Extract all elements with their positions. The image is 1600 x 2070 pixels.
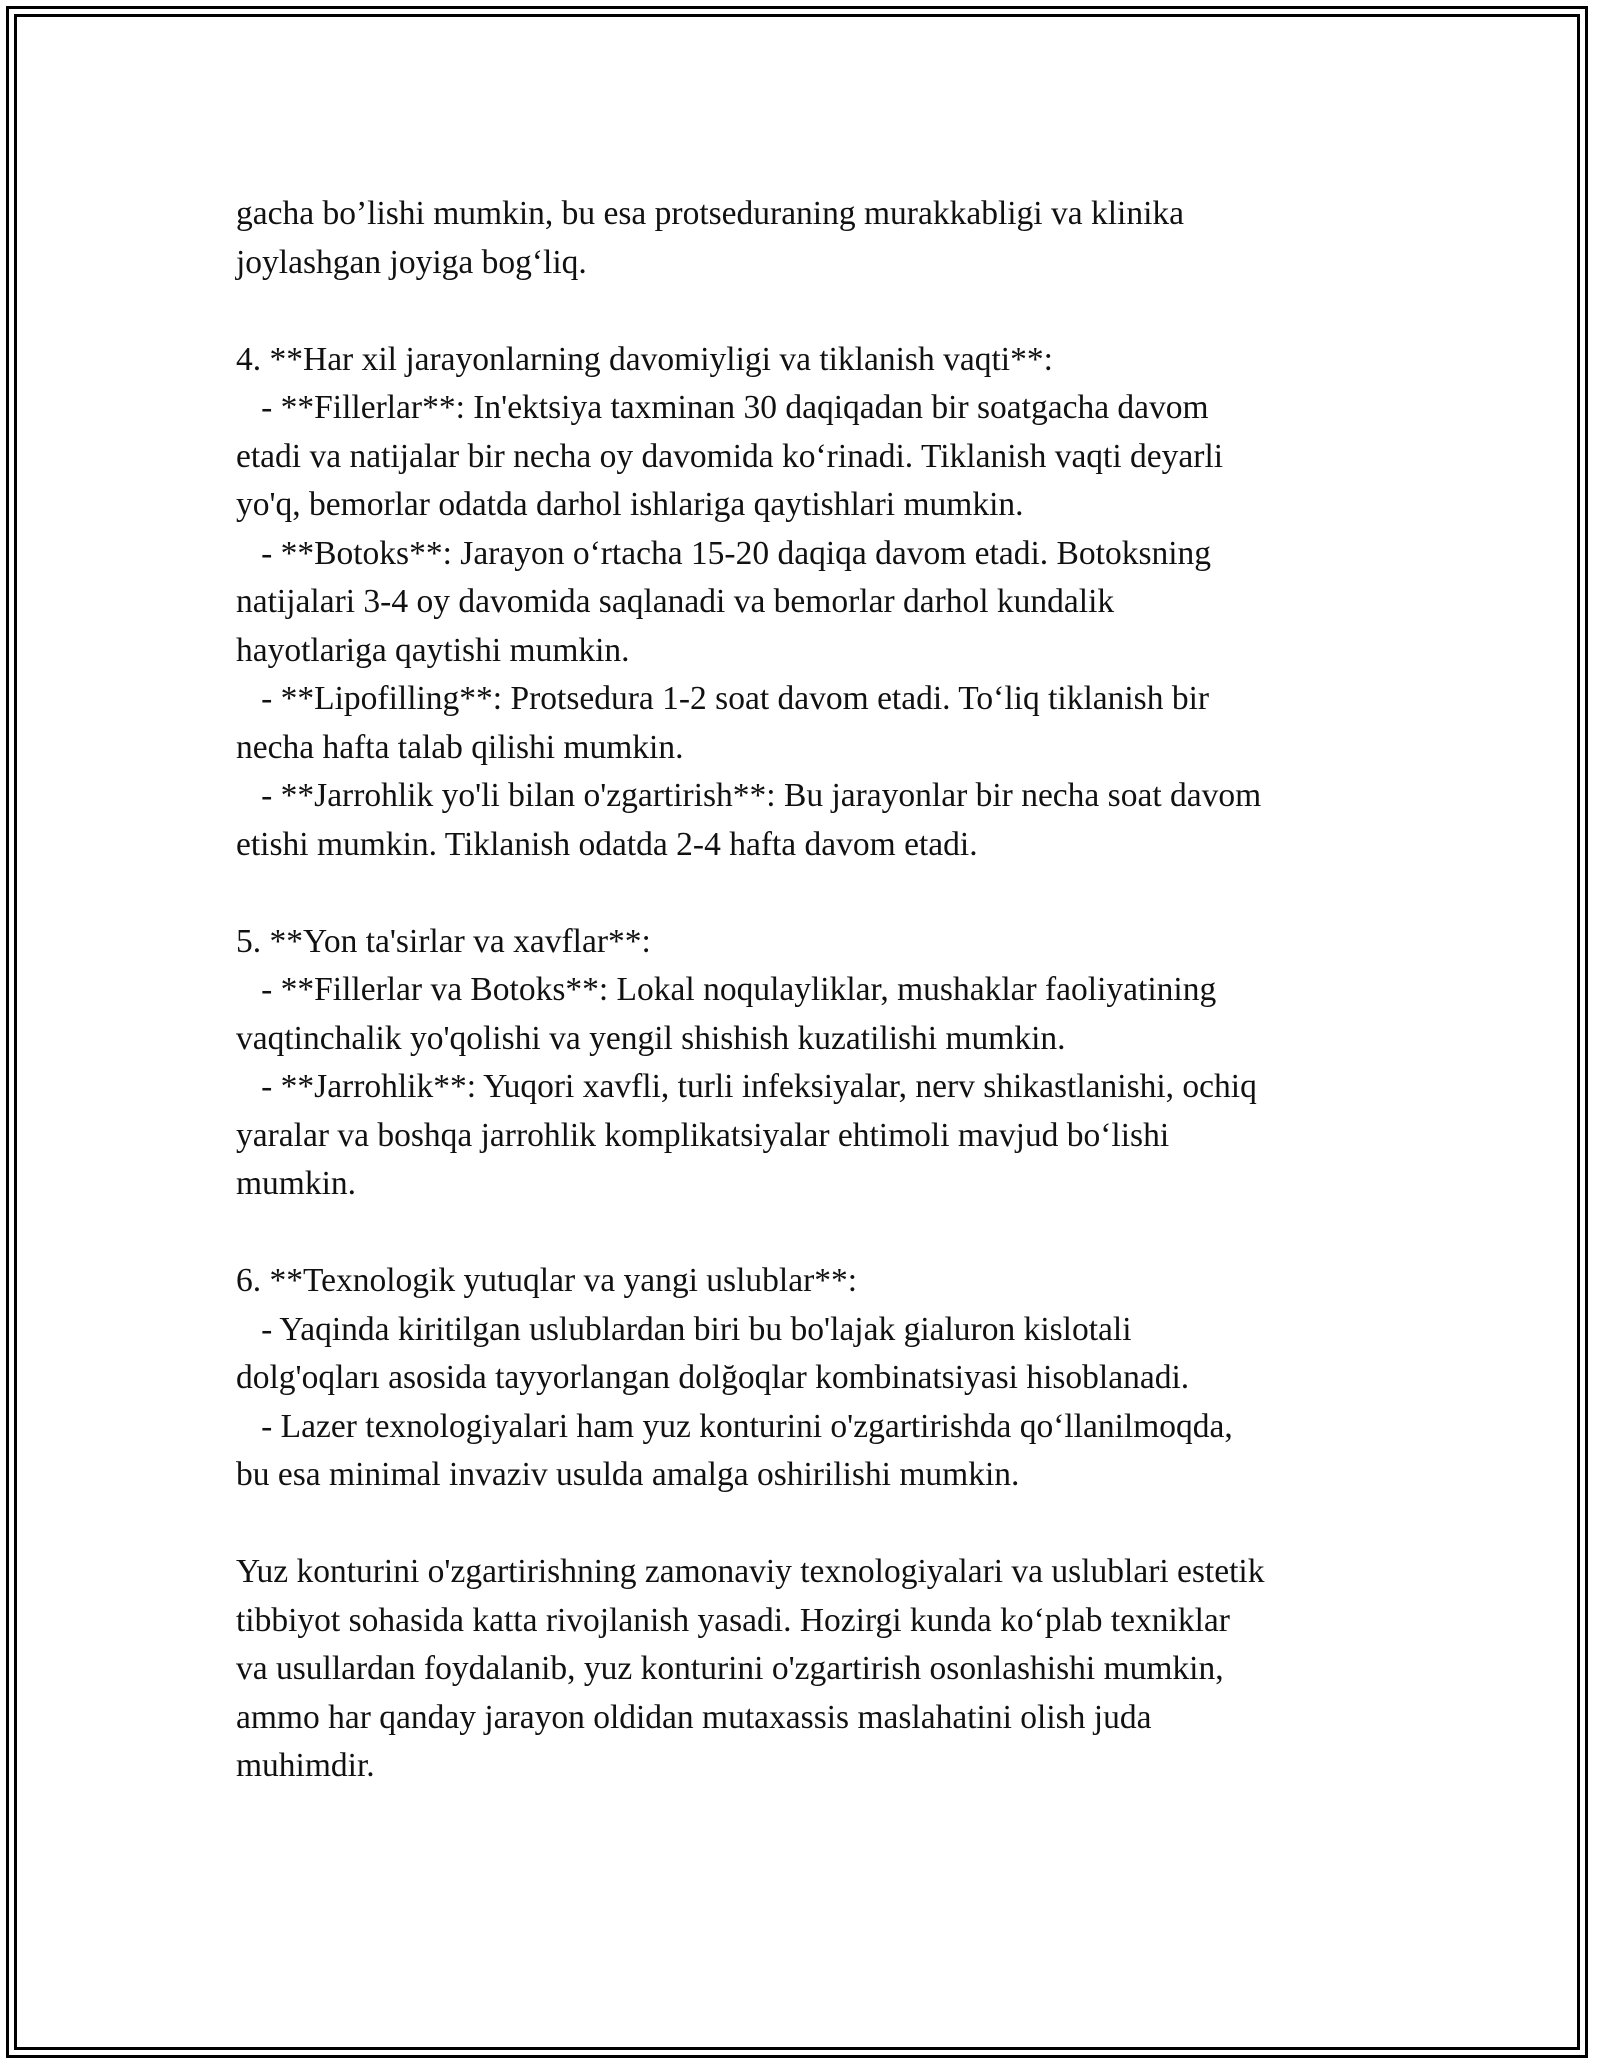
list-item-jarrohlik: [236, 772, 1396, 869]
text-line: - **Jarrohlik yo'li bilan o'zgartirish**: Bu jarayonlar bir necha soat davom: [236, 777, 1262, 814]
text-line: hayotlariga qaytishi mumkin.: [236, 631, 630, 669]
paragraph-gap: [236, 287, 1396, 336]
text-line: vaqtinchalik yo'qolishi va yengil shishish kuzatilishi mumkin.: [236, 1019, 1066, 1057]
text-line: yo'q, bemorlar odatda darhol ishlariga qaytishlari mumkin.: [236, 486, 1024, 523]
text-line: - **Fillerlar**: In'ektsiya taxminan 30 daqiqadan bir soatgacha davom: [236, 389, 1209, 426]
text-line: Yuz konturini o'zgartirishning zamonaviy texnologiyalari va uslublari estetik: [236, 1553, 1265, 1590]
paragraph-gap: [236, 869, 1396, 918]
text-line: gacha bo’lishi mumkin, bu esa protseduraning murakkabligi va klinika: [236, 195, 1185, 232]
text-line: natijalari 3-4 oy davomida saqlanadi va bemorlar darhol kundalik: [236, 583, 1115, 620]
section-heading: 6. **Texnologik yutuqlar va yangi uslublar**:: [236, 1262, 858, 1299]
section-5: [236, 918, 1396, 1209]
section-4: [236, 336, 1396, 870]
text-line: mumkin.: [236, 1165, 357, 1202]
section-heading: 4. **Har xil jarayonlarning davomiyligi va tiklanish vaqti**:: [236, 340, 1053, 378]
paragraph-gap: [236, 1209, 1396, 1258]
list-item-new-method: [236, 1306, 1396, 1403]
list-item-lipofilling: [236, 675, 1396, 772]
text-line: dolg'oqları asosida tayyorlangan dolğoqlar kombinatsiyasi hisoblanadi.: [236, 1359, 1190, 1396]
text-line: va usullardan foydalanib, yuz konturini o'zgartirish osonlashishi mumkin,: [236, 1650, 1224, 1687]
text-line: - Lazer texnologiyalari ham yuz konturini o'zgartirishda qo‘llanilmoqda,: [236, 1407, 1233, 1445]
list-item-jarrohlik-risks: [236, 1063, 1396, 1209]
text-line: etishi mumkin. Tiklanish odatda 2-4 hafta davom etadi.: [236, 825, 978, 863]
text-line: bu esa minimal invaziv usulda amalga oshirilishi mumkin.: [236, 1456, 1020, 1493]
paragraph-gap: [236, 1500, 1396, 1549]
section-6: [236, 1257, 1396, 1500]
list-item-laser: [236, 1403, 1396, 1500]
intro-paragraph: [236, 190, 1396, 287]
text-line: - Yaqinda kiritilgan uslublardan biri bu bo'lajak gialuron kislotali: [236, 1310, 1132, 1348]
text-line: necha hafta talab qilishi mumkin.: [236, 728, 684, 766]
text-line: - **Botoks**: Jarayon o‘rtacha 15-20 daqiqa davom etadi. Botoksning: [236, 534, 1212, 572]
list-item-botoks: [236, 530, 1396, 676]
text-line: - **Lipofilling**: Protsedura 1-2 soat davom etadi. To‘liq tiklanish bir: [236, 680, 1210, 717]
text-line: muhimdir.: [236, 1747, 375, 1784]
text-line: - **Fillerlar va Botoks**: Lokal noqulayliklar, mushaklar faoliyatining: [236, 971, 1217, 1008]
list-item-fillerlar-botoks: [236, 966, 1396, 1063]
section-heading: 5. **Yon ta'sirlar va xavflar**:: [236, 922, 651, 960]
text-line: ammo har qanday jarayon oldidan mutaxassis maslahatini olish juda: [236, 1698, 1152, 1736]
text-line: joylashgan joyiga bog‘liq.: [236, 243, 587, 281]
conclusion-paragraph: [236, 1548, 1396, 1791]
document-body: [236, 190, 1396, 1791]
text-line: yaralar va boshqa jarrohlik komplikatsiyalar ehtimoli mavjud bo‘lishi: [236, 1116, 1170, 1154]
text-line: - **Jarrohlik**: Yuqori xavfli, turli infeksiyalar, nerv shikastlanishi, ochiq: [236, 1068, 1257, 1105]
text-line: tibbiyot sohasida katta rivojlanish yasadi. Hozirgi kunda ko‘plab texniklar: [236, 1601, 1230, 1639]
list-item-fillerlar: [236, 384, 1396, 530]
text-line: etadi va natijalar bir necha oy davomida ko‘rinadi. Tiklanish vaqti deyarli: [236, 437, 1224, 475]
